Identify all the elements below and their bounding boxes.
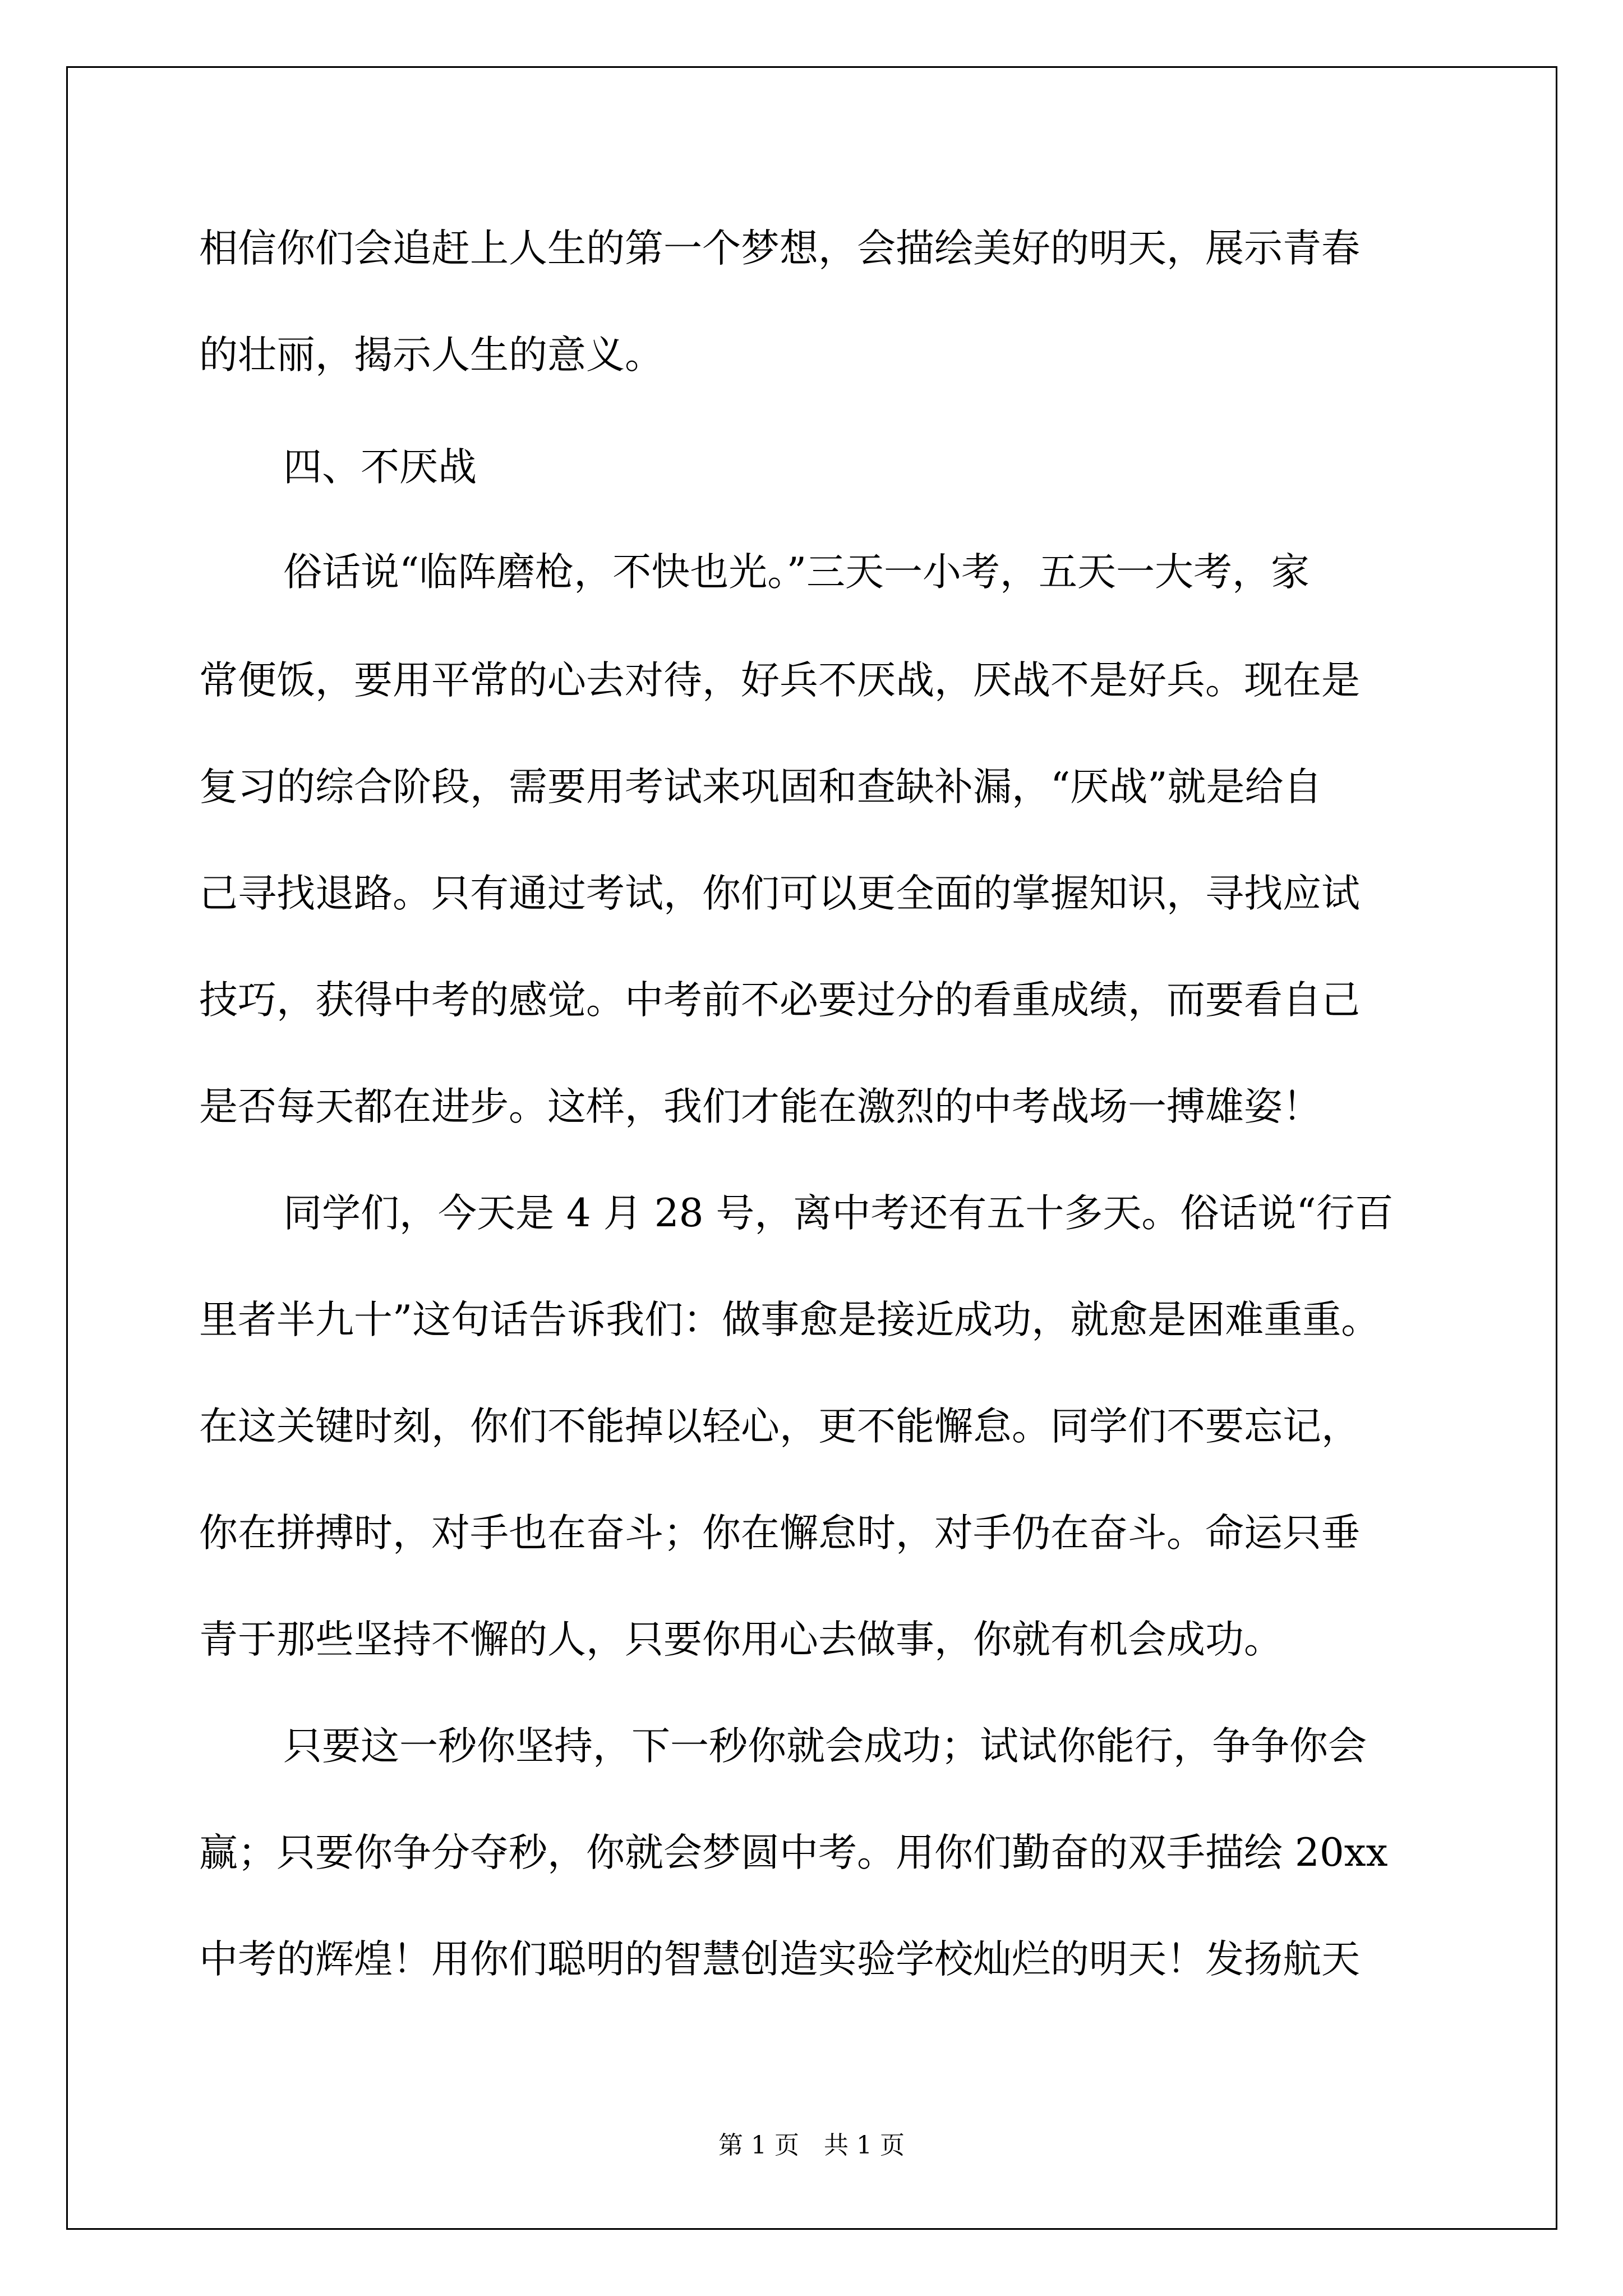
body-line: 同学们，今天是 4 月 28 号，离中考还有五十多天。俗话说“行百 xyxy=(283,1191,1394,1236)
body-line: 赢；只要你争分夺秒，你就会梦圆中考。用你们勤奋的双手描绘 20xx xyxy=(199,1830,1388,1875)
body-line: 在这关键时刻，你们不能掉以轻心，更不能懈怠。同学们不要忘记， xyxy=(199,1404,1360,1449)
section-heading: 四、不厌战 xyxy=(283,445,477,490)
body-line: 里者半九十”这句话告诉我们：做事愈是接近成功，就愈是困难重重。 xyxy=(199,1297,1380,1342)
body-line: 复习的综合阶段，需要用考试来巩固和查缺补漏，“厌战”就是给自 xyxy=(199,765,1322,809)
body-line: 技巧，获得中考的感觉。中考前不必要过分的看重成绩，而要看自己 xyxy=(199,978,1360,1023)
body-line: 常便饭，要用平常的心去对待，好兵不厌战，厌战不是好兵。现在是 xyxy=(199,658,1360,703)
body-line: 俗话说“临阵磨枪，不快也光。”三天一小考，五天一大考，家 xyxy=(283,550,1310,595)
body-line: 只要这一秒你坚持，下一秒你就会成功；试试你能行，争争你会 xyxy=(283,1724,1367,1769)
body-line: 你在拼搏时，对手也在奋斗；你在懈怠时，对手仍在奋斗。命运只垂 xyxy=(199,1511,1360,1556)
body-line: 中考的辉煌！用你们聪明的智慧创造实验学校灿烂的明天！发扬航天 xyxy=(199,1937,1360,1982)
body-line: 青于那些坚持不懈的人，只要你用心去做事，你就有机会成功。 xyxy=(199,1617,1283,1662)
page-number: 第 1 页 共 1 页 xyxy=(718,2131,905,2160)
page-border xyxy=(66,66,1557,2230)
body-line: 的壮丽，揭示人生的意义。 xyxy=(199,333,663,378)
body-line: 相信你们会追赶上人生的第一个梦想，会描绘美好的明天，展示青春 xyxy=(199,226,1360,271)
body-line: 是否每天都在进步。这样，我们才能在激烈的中考战场一搏雄姿！ xyxy=(199,1084,1321,1129)
body-line: 己寻找退路。只有通过考试，你们可以更全面的掌握知识，寻找应试 xyxy=(199,871,1360,916)
